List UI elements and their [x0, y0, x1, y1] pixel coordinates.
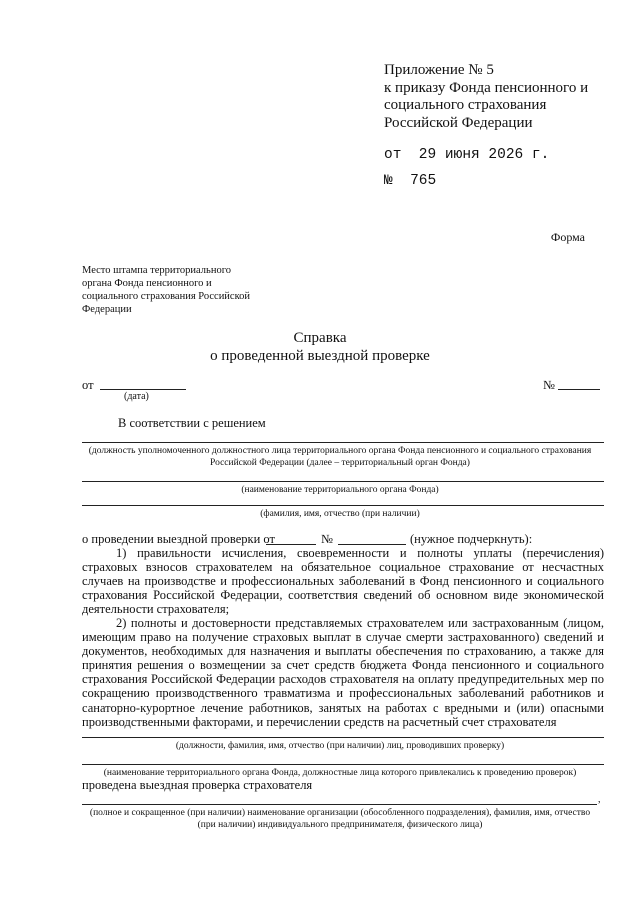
official-caption-2: Российской Федерации (далее – территориальный орган Фонда): [210, 458, 470, 468]
stamp-place: [82, 264, 250, 316]
order-number: № 765: [384, 172, 437, 189]
date-blank[interactable]: [100, 389, 186, 390]
insurer-caption-2: (при наличии) индивидуального предпринимателя, физического лица): [197, 820, 483, 830]
document-title: Справка: [293, 330, 347, 346]
intro-date-blank[interactable]: [266, 544, 316, 545]
intro-prefix: о проведении выездной проверки от: [82, 532, 275, 546]
insurer-blank[interactable]: [82, 804, 597, 805]
order-date: от 29 июня 2026 г.: [384, 147, 550, 163]
appendix-header: [384, 62, 588, 190]
organ-caption: (наименование территориального органа Фонда): [241, 485, 439, 495]
number-blank[interactable]: [558, 389, 600, 390]
item-1-text: 1) правильности исчисления, своевременности и полноты уплаты (перечисления) страховых взносов страхователем на обязательное социальное страхование от несчастных случаев на производстве и профессиональных заболеваний в Фонд пенсионного и социального страхования Российской Федерации, соответствия сведений об основном виде экономической деятельности страхователя;: [82, 546, 604, 617]
comma: ,: [598, 794, 601, 805]
intro-number-blank[interactable]: [338, 544, 406, 545]
involved-blank[interactable]: [82, 764, 604, 765]
appendix-line: к приказу Фонда пенсионного и: [384, 79, 589, 96]
item-1: [82, 546, 604, 616]
number-sign: №: [543, 378, 555, 392]
official-caption: (должность уполномоченного должностного лица территориального органа Фонда пенсионного и социального страхования: [88, 446, 592, 456]
form-label: Форма: [550, 230, 585, 244]
stamp-line: органа Фонда пенсионного и: [82, 278, 212, 289]
involved-caption: (наименование территориального органа Фонда, должностные лица которого привлекались к проведению проверок): [103, 768, 577, 778]
fio-blank[interactable]: [82, 505, 604, 506]
inspectors-caption: (должности, фамилия, имя, отчество (при наличии) лиц, проводивших проверку): [175, 741, 505, 751]
item-2: [82, 616, 604, 729]
intro-number-sign: №: [321, 532, 333, 546]
conducted-text: проведена выездная проверка страхователя: [82, 778, 313, 792]
date-from-label: от: [82, 378, 94, 392]
document-subtitle: о проведенной выездной проверке: [210, 348, 430, 364]
stamp-line: социального страхования Российской: [82, 291, 251, 302]
decision-text: В соответствии с решением: [118, 416, 266, 430]
fio-caption: (фамилия, имя, отчество (при наличии): [260, 509, 420, 519]
item-2-text: 2) полноты и достоверности представляемых страхователем или застрахованным (лицом, имеющим право на получение страховых выплат в случае смерти застрахованного) сведений и документов, необходимых для назначения и выплаты обеспечения по страхованию, а также для принятия решения о возмещении за счет средств бюджета Фонда пенсионного и социального страхования Российской Федерации расходов страхователя на оплату предупредительных мер по сокращению производственного травматизма и профессиональных заболеваний работников и санаторно-курортное лечение работников, занятых на работах с вредными и (или) опасными производственными факторами, и перечислении средств на расчетный счет страхователя: [82, 616, 604, 729]
stamp-line: Место штампа территориального: [82, 265, 231, 276]
insurer-caption: (полное и сокращенное (при наличии) наименование организации (обособленного подразделения), фамилия, имя, отчество: [89, 808, 591, 818]
organ-blank[interactable]: [82, 481, 604, 482]
intro-suffix: (нужное подчеркнуть):: [410, 532, 533, 546]
stamp-line: Федерации: [82, 304, 132, 315]
appendix-line: Российской Федерации: [384, 114, 533, 131]
appendix-line: социального страхования: [384, 97, 547, 113]
date-caption: (дата): [124, 391, 149, 402]
official-blank[interactable]: [82, 442, 604, 443]
inspectors-blank[interactable]: [82, 737, 604, 738]
appendix-line: Приложение № 5: [384, 62, 494, 78]
